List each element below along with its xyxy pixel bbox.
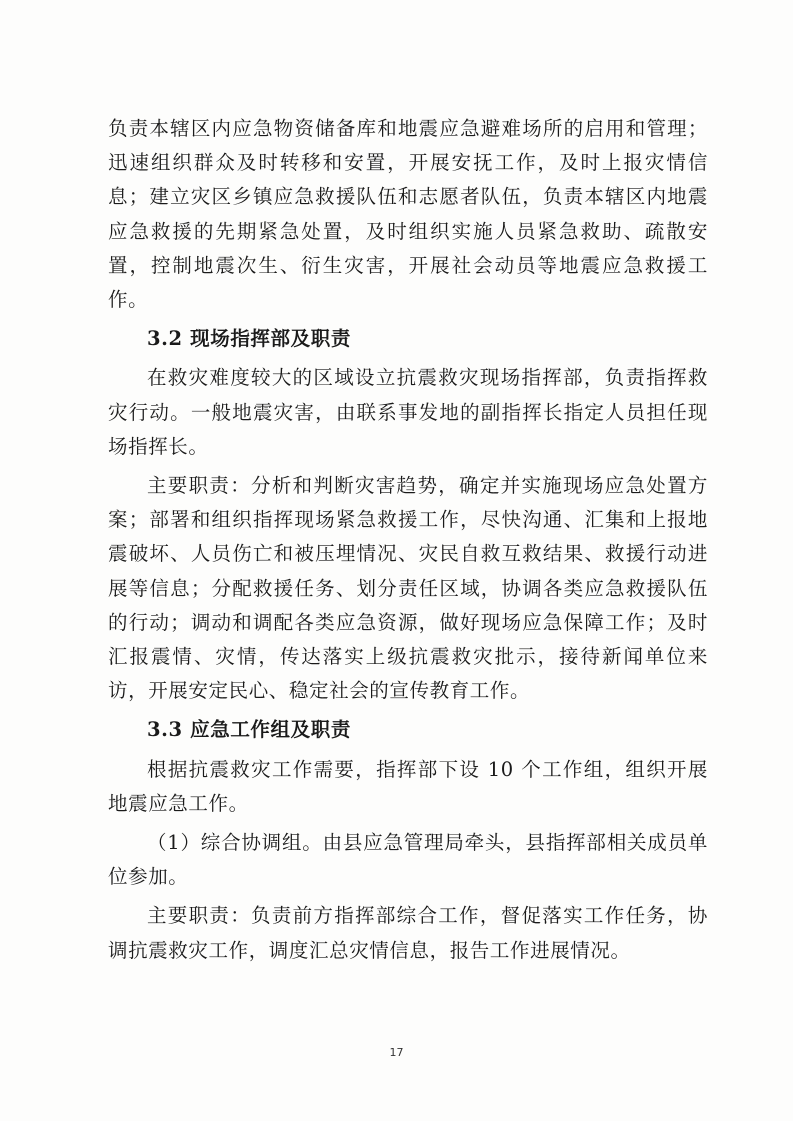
paragraph-coordination-duties: 主要职责：负责前方指挥部综合工作，督促落实工作任务，协调抗震救灾工作，调度汇总灾情信息，报告工作进展情况。 — [108, 904, 708, 962]
paragraph-field-command-duties: 主要职责：分析和判断灾害趋势，确定并实施现场应急处置方案；部署和组织指挥现场紧急救援工作，尽快沟通、汇集和上报地震破坏、人员伤亡和被压埋情况、灾民自救互救结果、救援行动进展等信息；分配救援任务、划分责任区域，协调各类应急救援队伍的行动；调动和调配各类应急资源，做好现场应急保障工作；及时汇报震情、灾情，传达落实上级抗震救灾批示，接待新闻单位来访，开展安定民心、稳定社会的宣传教育工作。 — [108, 474, 708, 703]
document-body — [108, 112, 708, 968]
page-number: 17 — [389, 1046, 404, 1059]
paragraph-responsibilities-continued: 负责本辖区内应急物资储备库和地震应急避难场所的启用和管理；迅速组织群众及时转移和安置，开展安抚工作，及时上报灾情信息；建立灾区乡镇应急救援队伍和志愿者队伍，负责本辖区内地震应急救援的先期紧急处置，及时组织实施人员紧急救助、疏散安置，控制地震次生、衍生灾害，开展社会动员等地震应急救援工作。 — [108, 117, 708, 312]
section-heading-3-2: 3.2 现场指挥部及职责 — [147, 327, 351, 351]
paragraph-coordination-group: （1）综合协调组。由县应急管理局牵头，县指挥部相关成员单位参加。 — [108, 831, 708, 889]
section-heading-3-3: 3.3 应急工作组及职责 — [147, 718, 351, 742]
paragraph-working-groups: 根据抗震救灾工作需要，指挥部下设 10 个工作组，组织开展地震应急工作。 — [108, 757, 708, 815]
paragraph-field-command: 在救灾难度较大的区域设立抗震救灾现场指挥部，负责指挥救灾行动。一般地震灾害，由联系事发地的副指挥长指定人员担任现场指挥长。 — [108, 366, 708, 458]
